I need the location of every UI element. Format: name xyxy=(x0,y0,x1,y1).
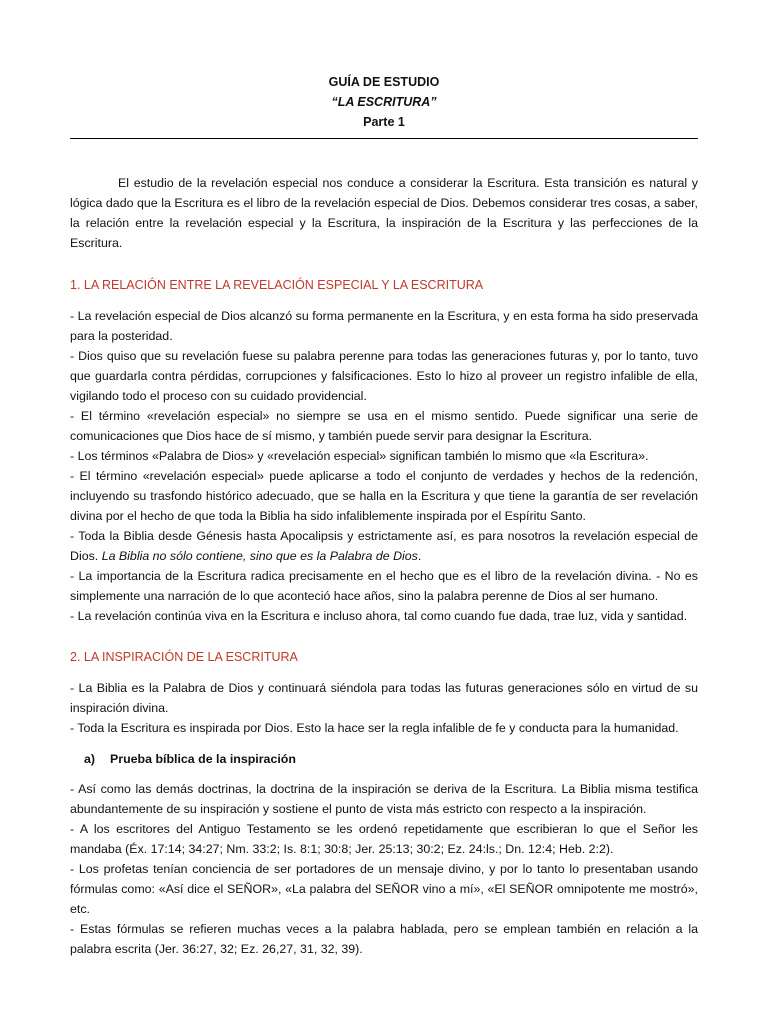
document-header xyxy=(70,72,698,132)
paragraph-text: - Toda la Biblia desde Génesis hasta Apocalipsis y estrictamente así, es para nosotros la revelación especial de Dios. xyxy=(70,529,698,563)
document-page xyxy=(70,72,698,959)
section-1-paragraph: - Los términos «Palabra de Dios» y «revelación especial» significan también lo mismo que «la Escritura». xyxy=(70,449,649,463)
italic-emphasis: La Biblia no sólo contiene, sino que es la Palabra de Dios xyxy=(101,549,418,563)
section-1-paragraph: - La importancia de la Escritura radica precisamente en el hecho que es el libro de la revelación divina. - No es simplemente una narración de lo que aconteció hace años, sino la palabra perenne de Dios al ser humano. xyxy=(70,569,698,603)
section-1-heading: 1. LA RELACIÓN ENTRE LA REVELACIÓN ESPECIAL Y LA ESCRITURA xyxy=(70,278,484,292)
section-2-heading: 2. LA INSPIRACIÓN DE LA ESCRITURA xyxy=(70,650,298,664)
section-1-paragraph: - El término «revelación especial» puede aplicarse a todo el conjunto de verdades y hechos de la redención, incluyendo su trasfondo histórico adecuado, que se halla en la Escritura y que tiene la garantía de ser revelación divina por el hecho de que toda la Biblia ha sido infaliblemente inspirada por el Espíritu Santo. xyxy=(70,469,698,523)
subsection-title: Prueba bíblica de la inspiración xyxy=(110,752,296,766)
section-1-paragraph: - La revelación continúa viva en la Escritura e incluso ahora, tal como cuando fue dada, trae luz, vida y santidad. xyxy=(70,609,688,623)
section-1-paragraph: - Dios quiso que su revelación fuese su palabra perenne para todas las generaciones futuras y, por lo tanto, tuvo que guardarla contra pérdidas, corrupciones y falsificaciones. Esto lo hizo al proveer un registro infalible de ella, vigilando todo el proceso con su cuidado providencial. xyxy=(70,349,698,403)
document-subtitle: “LA ESCRITURA” xyxy=(331,95,437,109)
section-2-paragraph: - Toda la Escritura es inspirada por Dios. Esto la hace ser la regla infalible de fe y conducta para la humanidad. xyxy=(70,721,679,735)
header-divider xyxy=(70,138,698,139)
section-2-paragraph: - Los profetas tenían conciencia de ser portadores de un mensaje divino, y por lo tanto lo presentaban usando fórmulas como: «Así dice el SEÑOR», «La palabra del SEÑOR vino a mí», «El SEÑOR omnipotente me mostró», etc. xyxy=(70,862,698,916)
subsection-heading xyxy=(70,749,698,769)
section-2-paragraph: - Así como las demás doctrinas, la doctrina de la inspiración se deriva de la Escritura. La Biblia misma testifica abundantemente de su inspiración y sostiene el punto de vista más estricto con respecto a la inspiración. xyxy=(70,782,698,816)
section-1-paragraph: - El término «revelación especial» no siempre se usa en el mismo sentido. Puede significar una serie de comunicaciones que Dios hace de sí mismo, y también puede servir para designar la Escritura. xyxy=(70,409,698,443)
subsection-label: a) xyxy=(84,752,96,766)
section-2-paragraph: - La Biblia es la Palabra de Dios y continuará siéndola para todas las futuras generaciones sólo en virtud de su inspiración divina. xyxy=(70,681,698,715)
section-1-paragraph: - La revelación especial de Dios alcanzó su forma permanente en la Escritura, y en esta forma ha sido preservada para la posteridad. xyxy=(70,309,698,343)
section-2-paragraph: - Estas fórmulas se refieren muchas veces a la palabra hablada, pero se emplean también en relación a la palabra escrita (Jer. 36:27, 32; Ez. 26,27, 31, 32, 39). xyxy=(70,922,698,956)
paragraph-period: . xyxy=(417,549,422,563)
document-part: Parte 1 xyxy=(363,115,405,129)
section-2-paragraph: - A los escritores del Antiguo Testamento se les ordenó repetidamente que escribieran lo que el Señor les mandaba (Éx. 17:14; 34:27; Nm. 33:2; Is. 8:1; 30:8; Jer. 25:13; 30:2; Ez. 24:ls.; Dn. 12:4; Heb. 2:2). xyxy=(70,822,698,856)
document-title: GUÍA DE ESTUDIO xyxy=(328,75,440,89)
intro-paragraph: El estudio de la revelación especial nos conduce a considerar la Escritura. Esta transición es natural y lógica dado que la Escritura es el libro de la revelación especial de Dios. Debemos considerar tres cosas, a saber, la relación entre la revelación especial y la Escritura, la inspiración de la Escritura y las perfecciones de la Escritura. xyxy=(70,176,698,250)
section-1-paragraph xyxy=(70,526,698,566)
